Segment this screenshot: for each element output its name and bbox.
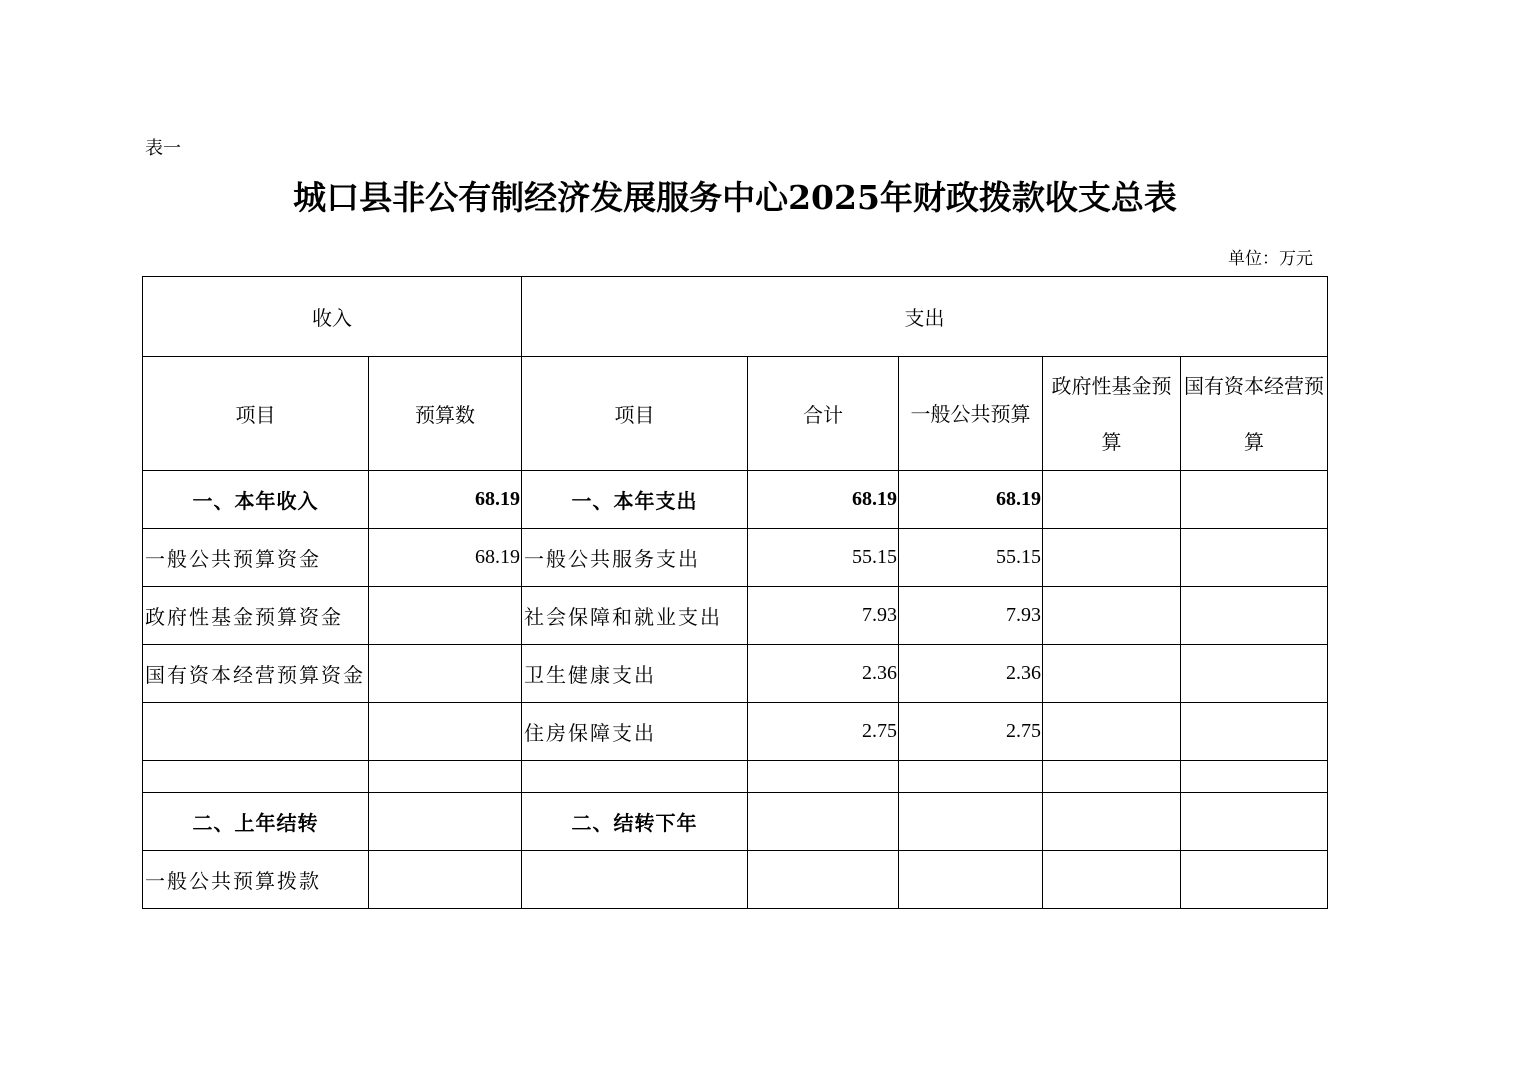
general-budget-cell: 55.15 [899,529,1043,587]
general-budget-cell [899,761,1043,793]
total-cell [748,851,899,909]
general-budget-cell: 7.93 [899,587,1043,645]
income-item-cell: 一、本年收入 [143,471,369,529]
state-capital-cell [1181,851,1328,909]
expense-item-cell [522,761,748,793]
state-capital-cell [1181,529,1328,587]
income-item-cell: 二、上年结转 [143,793,369,851]
total-header: 合计 [748,357,899,471]
unit-label: 单位：万元 [1228,249,1313,269]
expense-item-cell [522,851,748,909]
state-capital-cell [1181,761,1328,793]
income-budget-cell [369,793,522,851]
table-label: 表一 [145,138,181,159]
table-row [143,761,1328,793]
income-budget-cell: 68.19 [369,471,522,529]
table-row [143,529,1328,587]
income-budget-cell [369,587,522,645]
income-item-cell [143,703,369,761]
gov-fund-cell [1043,587,1181,645]
expense-header: 支出 [522,277,1328,357]
total-cell [748,793,899,851]
general-budget-cell [899,793,1043,851]
gov-fund-cell [1043,703,1181,761]
table-row [143,471,1328,529]
table-row [143,587,1328,645]
state-capital-cell [1181,703,1328,761]
income-item-cell: 国有资本经营预算资金 [143,645,369,703]
gov-fund-cell [1043,793,1181,851]
expense-item-header: 项目 [522,357,748,471]
general-budget-header: 一般公共预算 [899,357,1043,471]
gov-fund-cell [1043,645,1181,703]
table-row [143,851,1328,909]
total-cell: 2.36 [748,645,899,703]
expense-item-cell: 一、本年支出 [522,471,748,529]
general-budget-cell [899,851,1043,909]
total-cell: 7.93 [748,587,899,645]
total-cell [748,761,899,793]
expense-item-cell: 卫生健康支出 [522,645,748,703]
document-title: 城口县非公有制经济发展服务中心2025年财政拨款收支总表 [293,178,1177,217]
header-row-top [143,277,1328,357]
table-row [143,793,1328,851]
expense-item-cell: 一般公共服务支出 [522,529,748,587]
state-capital-cell [1181,645,1328,703]
general-budget-cell: 2.36 [899,645,1043,703]
state-capital-cell [1181,471,1328,529]
income-item-cell: 一般公共预算资金 [143,529,369,587]
gov-fund-cell [1043,761,1181,793]
header-row-sub [143,357,1328,471]
expense-item-cell: 住房保障支出 [522,703,748,761]
income-item-cell: 政府性基金预算资金 [143,587,369,645]
income-budget-cell [369,851,522,909]
income-item-header: 项目 [143,357,369,471]
table-row [143,703,1328,761]
general-budget-cell: 2.75 [899,703,1043,761]
income-budget-header: 预算数 [369,357,522,471]
state-capital-cell [1181,587,1328,645]
income-item-cell [143,761,369,793]
state-capital-cell [1181,793,1328,851]
general-budget-cell: 68.19 [899,471,1043,529]
state-capital-budget-header: 国有资本经营预算 [1181,357,1328,471]
income-item-cell: 一般公共预算拨款 [143,851,369,909]
income-budget-cell: 68.19 [369,529,522,587]
budget-summary-table [142,276,1328,909]
gov-fund-cell [1043,851,1181,909]
income-budget-cell [369,645,522,703]
gov-fund-cell [1043,471,1181,529]
table-row [143,645,1328,703]
total-cell: 68.19 [748,471,899,529]
expense-item-cell: 二、结转下年 [522,793,748,851]
expense-item-cell: 社会保障和就业支出 [522,587,748,645]
gov-fund-budget-header: 政府性基金预算 [1043,357,1181,471]
total-cell: 2.75 [748,703,899,761]
income-budget-cell [369,761,522,793]
income-header: 收入 [143,277,522,357]
total-cell: 55.15 [748,529,899,587]
gov-fund-cell [1043,529,1181,587]
income-budget-cell [369,703,522,761]
